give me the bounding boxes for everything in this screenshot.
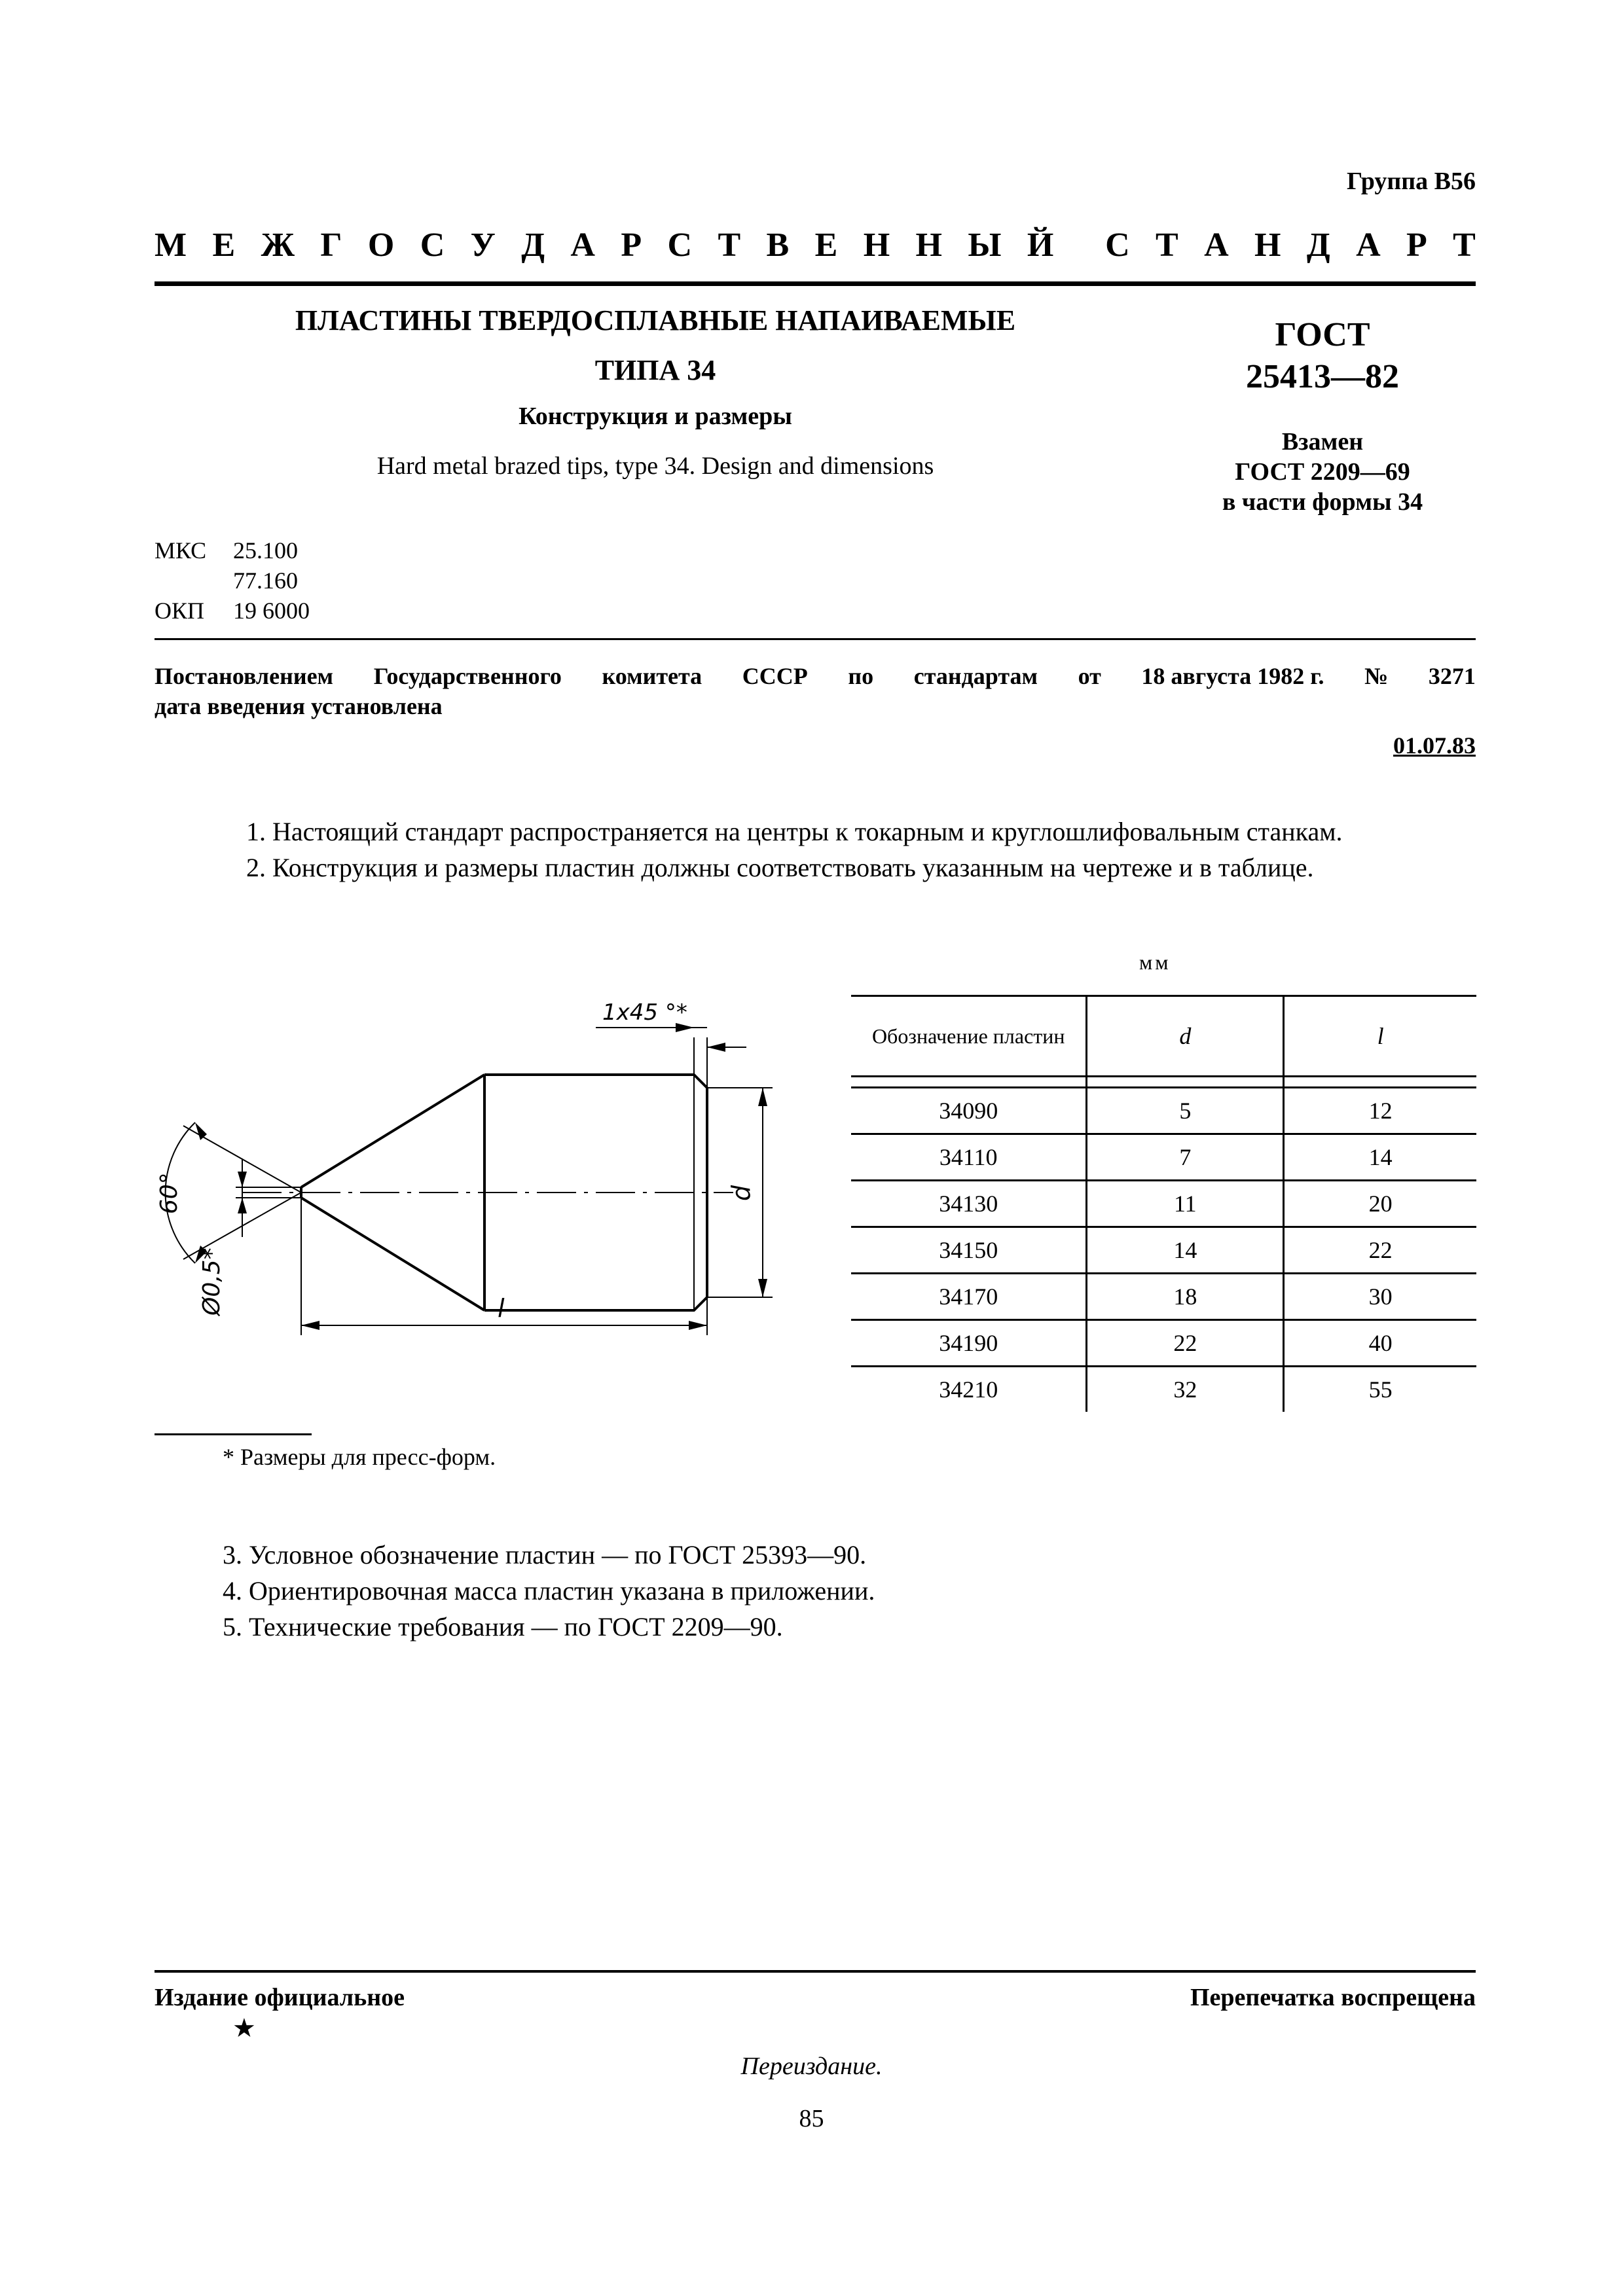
- table-units: мм: [1139, 950, 1171, 974]
- table-row: [851, 1181, 1476, 1227]
- tip-diameter-label: Ø0,5*: [198, 1247, 225, 1316]
- heading-letter: Т: [718, 226, 741, 264]
- heading-letter: Р: [1406, 226, 1427, 264]
- angle-label: 60°: [156, 1172, 183, 1214]
- okp-code: 19 6000: [233, 598, 310, 624]
- replaces-3: в части формы 34: [1222, 488, 1423, 516]
- cell-d: 7: [1087, 1134, 1284, 1181]
- page-number: 85: [799, 2105, 824, 2132]
- heading-letter: Й: [1027, 226, 1054, 264]
- cell-designation: 34110: [851, 1134, 1087, 1181]
- heading-letter: Р: [621, 226, 642, 264]
- heading-letter: Н: [915, 226, 942, 264]
- gost-number: 25413—82: [1246, 358, 1399, 395]
- footnote: * Размеры для пресс-форм.: [223, 1444, 496, 1470]
- okp-label: ОКП: [155, 598, 205, 624]
- cell-d: 14: [1087, 1227, 1284, 1274]
- d-label: d: [727, 1185, 756, 1201]
- heading-letter: Н: [1254, 226, 1281, 264]
- chamfer-label: 1x45 °*: [602, 999, 687, 1026]
- mks-code-1: 25.100: [233, 537, 298, 564]
- gost-block: [1172, 314, 1473, 517]
- heading-letter: Д: [1306, 226, 1330, 264]
- cone-upper-edge: [301, 1075, 484, 1187]
- cell-d: 18: [1087, 1274, 1284, 1320]
- heading-letter: Н: [863, 226, 890, 264]
- decree-word: по: [848, 663, 874, 689]
- cell-l: 55: [1368, 1376, 1393, 1403]
- official-edition: Издание официальное: [155, 1984, 405, 2011]
- star-icon: ★: [232, 2013, 256, 2043]
- introduction-date: 01.07.83: [1393, 732, 1476, 759]
- decree-word: 3271: [1428, 663, 1476, 689]
- cell-l: 30: [1284, 1274, 1476, 1320]
- footer-rule: [155, 1970, 1476, 1973]
- gost-label: ГОСТ: [1275, 316, 1370, 353]
- heading-letter: Д: [521, 226, 545, 264]
- subtitle: Конструкция и размеры: [519, 403, 792, 430]
- tip-drawing: [144, 975, 812, 1381]
- heading-letter: А: [1356, 226, 1381, 264]
- heading-letter: Ж: [261, 226, 295, 264]
- heading-letter: Т: [1453, 226, 1476, 264]
- l-label: l: [498, 1294, 505, 1323]
- cell-d: 5: [1087, 1088, 1284, 1134]
- heading-letter: А: [1204, 226, 1229, 264]
- decree-line1: [155, 661, 1476, 691]
- cell-designation: 34090: [851, 1088, 1087, 1134]
- heading-letter: Е: [212, 226, 236, 264]
- dimensions-table: [851, 995, 1476, 1412]
- table-row: [851, 1367, 1476, 1412]
- paragraph-1: 1. Настоящий стандарт распространяется на центры к токарным и круглошлифовальным станкам.: [246, 817, 1343, 846]
- table-row: [851, 1227, 1476, 1274]
- cell-designation: 34130: [851, 1181, 1087, 1227]
- cell-d: 11: [1087, 1181, 1284, 1227]
- interstate-standard-heading: [155, 226, 1476, 264]
- cell-l: 12: [1284, 1088, 1476, 1134]
- title-line2: ТИПА 34: [594, 354, 716, 386]
- title-line1: ПЛАСТИНЫ ТВЕРДОСПЛАВНЫЕ НАПАИВАЕМЫЕ: [295, 304, 1016, 336]
- decree-word: Постановлением: [155, 663, 334, 689]
- title-block: [155, 301, 1156, 480]
- heading-letter: У: [470, 226, 496, 264]
- heading-letter: С: [420, 226, 445, 264]
- cell-d: 22: [1087, 1320, 1284, 1367]
- paragraph-2: 2. Конструкция и размеры пластин должны соответствовать указанным на чертеже и в таблице.: [246, 853, 1314, 882]
- heading-letter: Ы: [968, 226, 1002, 264]
- heading-letter: А: [570, 226, 595, 264]
- mks-code-2: 77.160: [233, 567, 298, 594]
- decree: [155, 661, 1476, 761]
- table-row: [851, 1088, 1476, 1134]
- cell-designation: 34190: [851, 1320, 1087, 1367]
- header-d: d: [1087, 996, 1284, 1077]
- paragraph-3: 3. Условное обозначение пластин — по ГОСТ 25393—90.: [223, 1540, 867, 1570]
- codes-rule: [155, 638, 1476, 640]
- decree-word: СССР: [742, 663, 808, 689]
- footnote-rule: [155, 1433, 312, 1435]
- heading-letter: В: [766, 226, 790, 264]
- heading-letter: О: [367, 226, 395, 264]
- replaces-1: Взамен: [1281, 428, 1364, 456]
- heading-letter: Е: [814, 226, 838, 264]
- paragraph-5: 5. Технические требования — по ГОСТ 2209—90.: [223, 1612, 783, 1641]
- heading-letter: М: [155, 226, 187, 264]
- decree-word: №: [1364, 663, 1389, 689]
- table-row: [851, 1274, 1476, 1320]
- decree-word: Государственного: [373, 663, 562, 689]
- paragraph-4: 4. Ориентировочная масса пластин указана в приложении.: [223, 1576, 875, 1605]
- decree-word: 18 августа 1982 г.: [1141, 663, 1324, 689]
- cell-l: 20: [1284, 1181, 1476, 1227]
- heading-letter: Т: [1156, 226, 1178, 264]
- reissue-note: Переиздание.: [740, 2053, 883, 2080]
- cell-designation: 34150: [851, 1227, 1087, 1274]
- group-code: Группа В56: [1346, 168, 1476, 195]
- heading-letter: Г: [320, 226, 342, 264]
- cell-l: 22: [1284, 1227, 1476, 1274]
- cone-lower-edge: [301, 1198, 484, 1310]
- cell-l: 40: [1284, 1320, 1476, 1367]
- replaces-2: ГОСТ 2209—69: [1235, 458, 1410, 486]
- classification-codes: [155, 535, 310, 626]
- heading-letter: С: [1105, 226, 1130, 264]
- header-designation: Обозначение пластин: [851, 996, 1087, 1077]
- reprint-prohibited: Перепечатка воспрещена: [1190, 1984, 1476, 2011]
- cell-designation: 34170: [851, 1274, 1087, 1320]
- cell-l: 14: [1284, 1134, 1476, 1181]
- mks-label: МКС: [155, 537, 207, 564]
- table-row: [851, 1134, 1476, 1181]
- header-rule: [155, 281, 1476, 286]
- heading-letter: С: [667, 226, 693, 264]
- cell-designation: 34210: [939, 1376, 998, 1403]
- header-l: l: [1284, 996, 1476, 1077]
- decree-line2: дата введения установлена: [155, 693, 443, 719]
- table-row: [851, 1320, 1476, 1367]
- english-title: Hard metal brazed tips, type 34. Design and dimensions: [376, 452, 934, 480]
- decree-word: комитета: [602, 663, 702, 689]
- decree-word: стандартам: [913, 663, 1038, 689]
- cell-d: 32: [1087, 1367, 1284, 1412]
- decree-word: от: [1078, 663, 1101, 689]
